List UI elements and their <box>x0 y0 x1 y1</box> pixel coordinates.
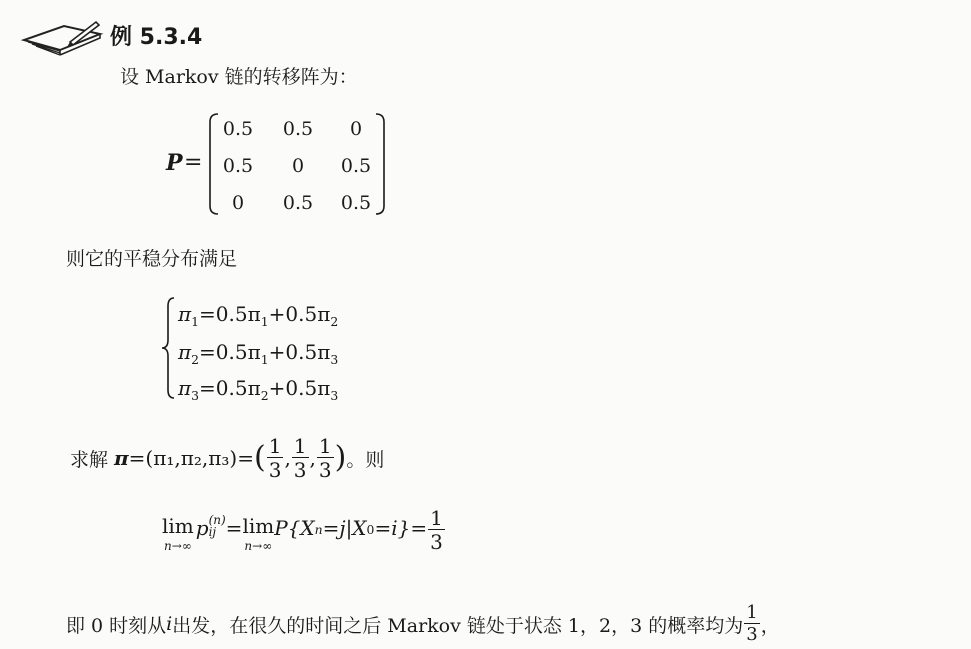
system-line: $\pi_1=0.5\pi_1+0.5\pi_2$ <box>178 302 339 329</box>
matrix-cell: 0.5 <box>340 155 372 177</box>
matrix-equals: = <box>184 150 203 175</box>
solution-line: 求解 π =(π₁,π₂,π₃)= ( $\frac{1}{3}$ , $\frac{1}{3}$ , $\frac{1}{3}$ ) 。则 <box>70 434 385 482</box>
matrix-cell: 0.5 <box>222 155 254 177</box>
example-heading: 例 5.3.4 <box>110 25 203 50</box>
pen-notebook-icon <box>20 20 104 56</box>
system-line: $\pi_3=0.5\pi_2+0.5\pi_3$ <box>178 376 339 403</box>
matrix-cell: 0 <box>349 118 363 140</box>
matrix-name: P <box>166 150 183 176</box>
lim-operator: lim n→∞ <box>162 514 194 553</box>
conclusion-text: 即 0 时刻从 i 出发，在很久的时间之后 Markov 链处于状态 1，2，3 的概率均为 $\frac{1}{3}$ ， <box>66 602 780 645</box>
matrix-cell: 0.5 <box>282 192 314 214</box>
matrix-cell: 0.5 <box>282 118 314 140</box>
limit-equation: lim n→∞ p (n) ij = lim n→∞ P{X n =j|X 0 =i}= $\frac{1}{3}$ <box>162 506 443 554</box>
lim-operator: lim n→∞ <box>242 514 275 553</box>
system-left-brace <box>160 296 178 400</box>
system-line: $\pi_2=0.5\pi_1+0.5\pi_3$ <box>178 340 339 367</box>
matrix-cell: 0 <box>231 192 245 214</box>
matrix-cell: 0 <box>291 155 305 177</box>
matrix-cell: 0.5 <box>222 118 254 140</box>
matrix-cell: 0.5 <box>340 192 372 214</box>
intro-text: 设 Markov 链的转移阵为： <box>120 66 358 88</box>
stationary-text: 则它的平稳分布满足 <box>66 248 238 270</box>
